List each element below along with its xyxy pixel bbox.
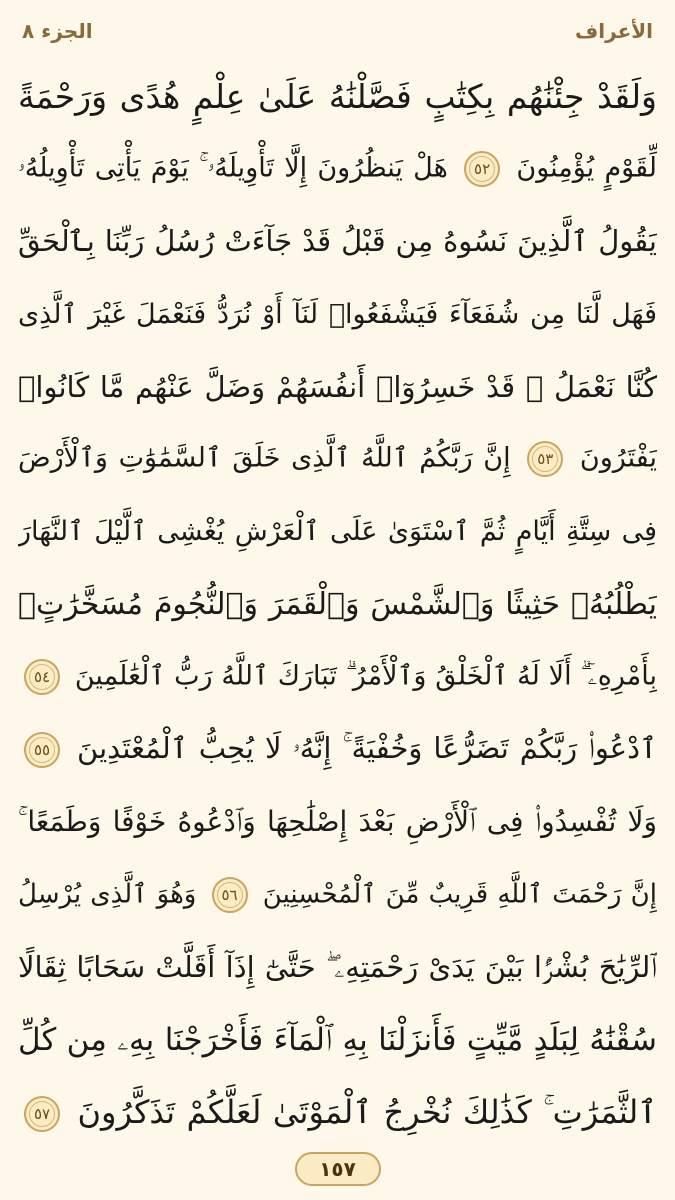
ayah-text: وَلَا تُفْسِدُوا۟ فِى ٱلْأَرْضِ بَعْدَ إِصْلَٰحِهَا وَٱدْعُوهُ خَوْفًا وَطَمَعًا ۚ [18, 805, 657, 839]
ayah-line-content [18, 1093, 657, 1132]
ayah-text: ٱلثَّمَرَٰتِ ۚ كَذَٰلِكَ نُخْرِجُ ٱلْمَوْتَىٰ لَعَلَّكُمْ تَذَكَّرُونَ [77, 1093, 657, 1132]
ayah-line [18, 1076, 657, 1149]
ayah-text: إِنَّ رَحْمَتَ ٱللَّهِ قَرِيبٌ مِّنَ ٱلْمُحْسِنِينَ [262, 879, 657, 910]
ayah-line [18, 60, 657, 133]
ayah-text: وَلَقَدْ جِئْنَٰهُم بِكِتَٰبٍ فَصَّلْنَٰهُ عَلَىٰ عِلْمٍ هُدًى وَرَحْمَةً [18, 76, 657, 116]
ayah-line [18, 496, 657, 569]
ayah-line-content [18, 877, 657, 913]
ayah-line-content [18, 441, 657, 477]
surah-name: الأعراف [575, 19, 653, 43]
ayah-line-content [18, 224, 657, 258]
verse-number-marker: ٥٤ [24, 659, 60, 695]
ayah-text: وَهُوَ ٱلَّذِى يُرْسِلُ [18, 879, 197, 910]
ayah-line-content [18, 1022, 657, 1059]
ayah-line-content [18, 370, 657, 404]
ayah-line [18, 205, 657, 278]
mushaf-page [18, 60, 657, 1136]
ayah-line [18, 133, 657, 206]
ayah-text: يَقُولُ ٱلَّذِينَ نَسُوهُ مِن قَبْلُ قَدْ جَآءَتْ رُسُلُ رَبِّنَا بِٱلْحَقِّ [18, 224, 657, 259]
ayah-line [18, 350, 657, 423]
verse-number-marker: ٥٦ [212, 877, 248, 913]
verse-number-marker: ٥٣ [527, 441, 563, 477]
ayah-line-content [18, 950, 657, 985]
ayah-line-content [18, 299, 657, 330]
ayah-text: كُنَّا نَعْمَلُ ۚ قَدْ خَسِرُوٓا۟ أَنفُسَهُمْ وَضَلَّ عَنْهُم مَّا كَانُوا۟ [18, 369, 657, 404]
ayah-line [18, 278, 657, 351]
ayah-line [18, 859, 657, 932]
ayah-line-content [18, 805, 657, 839]
page-header [22, 14, 653, 48]
verse-number-marker: ٥٢ [464, 151, 500, 187]
ayah-line [18, 931, 657, 1004]
verse-number-marker: ٥٧ [24, 1096, 60, 1132]
verse-number-marker: ٥٥ [24, 732, 60, 768]
ayah-text: بِأَمْرِهِۦٓ ۗ أَلَا لَهُ ٱلْخَلْقُ وَٱلْأَمْرُ ۗ تَبَارَكَ ٱللَّهُ رَبُّ ٱلْعَٰلَمِينَ [74, 660, 657, 692]
ayah-text: فَهَل لَّنَا مِن شُفَعَآءَ فَيَشْفَعُوا۟ لَنَآ أَوْ نُرَدُّ فَنَعْمَلَ غَيْرَ ٱلَّذِى [18, 298, 657, 330]
ayah-line-content [18, 151, 657, 187]
ayah-text: ٱلرِّيَٰحَ بُشْرًۢا بَيْنَ يَدَىْ رَحْمَتِهِۦ ۖ حَتَّىٰٓ إِذَآ أَقَلَّتْ سَحَابًا ثِقَالًا [18, 949, 657, 984]
ayah-line [18, 786, 657, 859]
ayah-text: يَطْلُبُهُۥ حَثِيثًا وَٱلشَّمْسَ وَٱلْقَمَرَ وَٱلنُّجُومَ مُسَخَّرَٰتٍۭ [18, 586, 657, 622]
ayah-text: ٱدْعُوا۟ رَبَّكُمْ تَضَرُّعًا وَخُفْيَةً ۚ إِنَّهُۥ لَا يُحِبُّ ٱلْمُعْتَدِينَ [77, 731, 657, 766]
ayah-text: فِى سِتَّةِ أَيَّامٍ ثُمَّ ٱسْتَوَىٰ عَلَى ٱلْعَرْشِ يُغْشِى ٱلَّيْلَ ٱلنَّهَارَ [18, 516, 657, 548]
ayah-line-content [18, 516, 657, 547]
juz-label: الجزء ٨ [22, 19, 93, 43]
ayah-line [18, 423, 657, 496]
ayah-line-content [18, 587, 657, 622]
ayah-text: لِّقَوْمٍ يُؤْمِنُونَ [516, 152, 657, 184]
ayah-line-content [18, 77, 657, 116]
page-footer [0, 1152, 675, 1186]
ayah-line [18, 1004, 657, 1077]
ayah-line-content [18, 731, 657, 768]
ayah-text: يَفْتَرُونَ [579, 442, 657, 474]
ayah-line [18, 641, 657, 714]
ayah-line-content [18, 659, 657, 695]
ayah-text: هَلْ يَنظُرُونَ إِلَّا تَأْوِيلَهُۥ ۚ يَوْمَ يَأْتِى تَأْوِيلُهُۥ [18, 152, 448, 184]
ayah-text: سُقْنَٰهُ لِبَلَدٍ مَّيِّتٍ فَأَنزَلْنَا بِهِ ٱلْمَآءَ فَأَخْرَجْنَا بِهِۦ مِن كُلِّ [18, 1021, 657, 1058]
ayah-text: إِنَّ رَبَّكُمُ ٱللَّهُ ٱلَّذِى خَلَقَ ٱلسَّمَٰوَٰتِ وَٱلْأَرْضَ [18, 442, 511, 474]
page-number: ١٥٧ [295, 1152, 381, 1186]
ayah-line [18, 713, 657, 786]
ayah-line [18, 568, 657, 641]
